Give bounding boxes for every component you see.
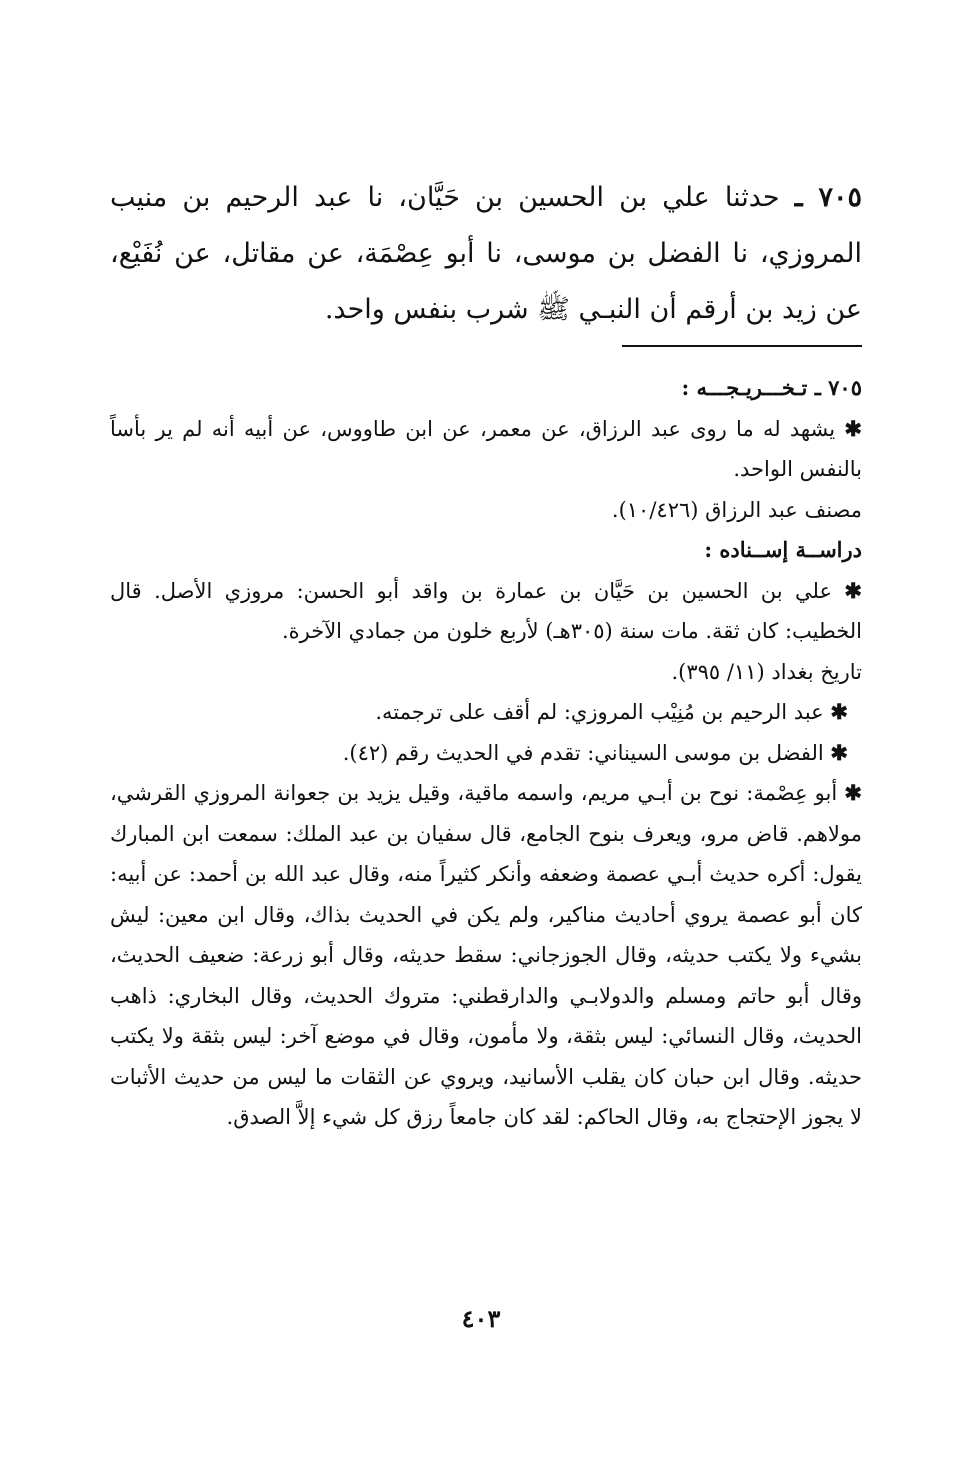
takhrij-heading: ٧٠٥ ـ تـخـــريـجـــه : (681, 375, 862, 400)
hadith-number: ٧٠٥ ـ (794, 182, 862, 213)
narrator-1-source: تاريخ بغداد (١١/ ٣٩٥). (671, 659, 862, 684)
bullet-star-icon: ✱ (844, 415, 862, 441)
narrator-3 (110, 733, 862, 774)
takhrij-text: يشهد له ما روى عبد الرزاق، عن معمر، عن ابن طاووس، عن أبيه أنه لم ير بأساً بالنفس الواحد. (110, 416, 862, 481)
bullet-star-icon: ✱ (830, 739, 848, 765)
hadith-text: حدثنا علي بن الحسين بن حَيَّان، نا عبد الرحيم بن منيب المروزي، نا الفضل بن موسى، نا أبو عِصْمَة، عن مقاتل، عن نُفَيْع، عن زيد بن أرقم أن النبـي ﷺ شرب بنفس واحد. (110, 182, 862, 325)
takhrij-source: مصنف عبد الرزاق (١٠/٤٢٦). (611, 497, 862, 522)
narrator-3-text: الفضل بن موسى السيناني: تقدم في الحديث رقم (٤٢). (342, 740, 824, 765)
footnotes-block (110, 368, 862, 1138)
isnad-heading: دراســة إســناده : (704, 537, 862, 562)
narrator-4 (110, 773, 862, 1138)
narrator-4-text: أبو عِصْمة: نوح بن أبـي مريم، واسمه ماقية، وقيل يزيد بن جعوانة المروزي القرشي، مولاهم. قاض مرو، ويعرف بنوح الجامع، قال سفيان بن عبد الملك: سمعت ابن المبارك يقول: أكره حديث أبـي عصمة وضعفه وأنكر كثيراً منه، وقال عبد الله بن أحمد: عن أبيه: كان أبو عصمة يروي أحاديث مناكير، ولم يكن في الحديث بذاك، وقال ابن معين: ليش بشيء ولا يكتب حديثه، وقال الجوزجاني: سقط حديثه، وقال أبو زرعة: ضعيف الحديث، وقال أبو حاتم ومسلم والدولابـي والدارقطني: متروك الحديث، وقال البخاري: ذاهب الحديث، وقال النسائي: ليس بثقة، ولا مأمون، وقال في موضع آخر: ليس بثقة ولا يكتب حديثه. وقال ابن حبان كان يقلب الأسانيد، ويروي عن الثقات ما ليس من حديث الأثبات لا يجوز الإحتجاج به، وقال الحاكم: لقد كان جامعاً رزق كل شيء إلاَّ الصدق. (110, 781, 862, 1129)
page-number: ٤٠٣ (461, 1304, 501, 1333)
hadith-block (110, 170, 862, 338)
footnote-divider (622, 345, 862, 347)
bullet-star-icon: ✱ (844, 577, 863, 603)
narrator-2-text: عبد الرحيم بن مُنِيْب المروزي: لم أقف على ترجمته. (375, 700, 824, 724)
bullet-star-icon: ✱ (830, 699, 848, 724)
hadith-paragraph (110, 170, 862, 338)
narrator-1 (110, 571, 862, 652)
narrator-2 (110, 692, 862, 733)
bullet-star-icon: ✱ (844, 780, 862, 805)
takhrij-text-line (110, 409, 862, 490)
narrator-1-text: علي بن الحسين بن حَيَّان بن عمارة بن واقد أبو الحسن: مروزي الأصل. قال الخطيب: كان ثقة. مات سنة (٣٠٥هـ) لأربع خلون من جمادي الآخرة. (110, 578, 862, 643)
